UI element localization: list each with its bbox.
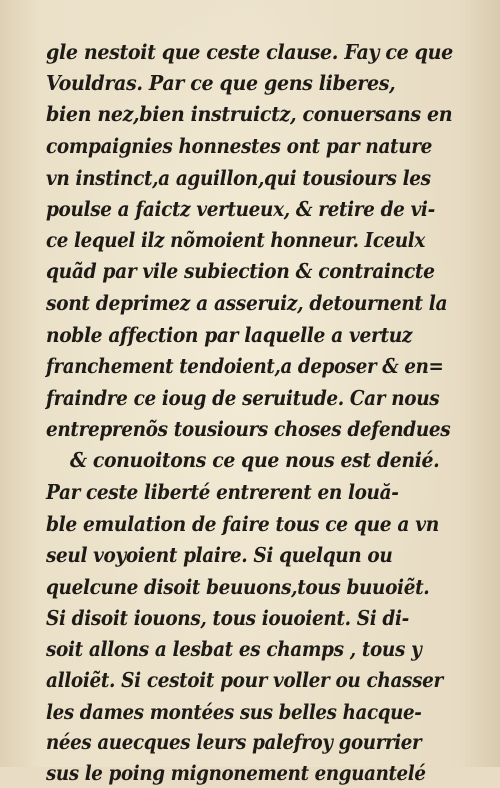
text-line-11: franchement tendoient,a deposer & en= — [46, 354, 444, 378]
text-line-2: Vouldras. Par ce que gens liberes, — [46, 71, 396, 95]
text-line-16: ble emulation de faire tous ce que a vn — [46, 512, 439, 536]
text-line-1: gle nestoit que ceste clause. Fay ce que — [46, 40, 453, 64]
text-line-7: ce lequel ilz nõmoient honneur. Iceulx — [46, 228, 425, 252]
text-line-8: quãd par vile subiection & contraincte — [46, 259, 435, 283]
text-line-23: nées auecques leurs palefroy gourrier — [46, 730, 422, 754]
text-line-13: entreprenõs tousiours choses defendues — [46, 417, 451, 441]
text-line-4: compaignies honnestes ont par nature — [46, 134, 433, 158]
text-line-21: alloiẽt. Si cestoit pour voller ou chasser — [46, 668, 443, 692]
text-line-24: sus le poing mignonement enguantelé — [46, 761, 426, 785]
text-line-14: & conuoitons ce que nous est denié. — [70, 448, 440, 472]
text-line-10: noble affection par laquelle a vertuz — [46, 323, 413, 347]
text-line-19: Si disoit iouons, tous iouoient. Si di- — [46, 606, 409, 630]
text-line-3: bien nez,bien instruictz, conuersans en — [46, 102, 453, 126]
text-line-5: vn instinct,a aguillon,qui tousiours les — [46, 166, 431, 190]
text-line-9: sont deprimez a asseruiz, detournent la — [46, 291, 448, 315]
text-line-20: soit allons a lesbat es champs , tous y — [46, 637, 422, 661]
text-line-12: fraindre ce ioug de seruitude. Car nous — [46, 386, 440, 410]
text-line-22: les dames montées sus belles hacque- — [46, 700, 422, 724]
text-line-6: poulse a faictz vertueux, & retire de vi- — [46, 197, 435, 221]
text-line-15: Par ceste liberté entrerent en louă- — [46, 480, 399, 504]
text-line-18: quelcune disoit beuuons,tous buuoiẽt. — [46, 575, 430, 599]
text-line-17: seul voyoient plaire. Si quelqun ou — [46, 543, 393, 567]
